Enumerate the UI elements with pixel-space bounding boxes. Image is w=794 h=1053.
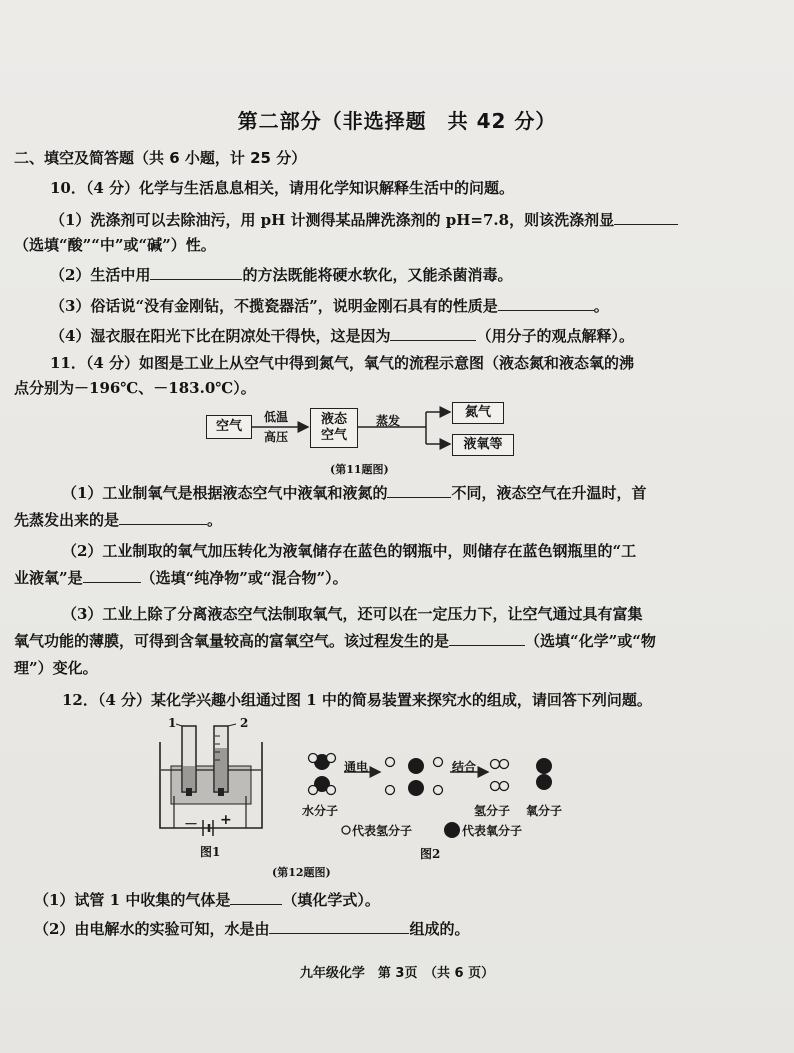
flow-arrow2-label: 蒸发 (376, 414, 401, 428)
flow-box-liquid-line1: 液态 (320, 412, 347, 427)
flow-box-liquid-line2: 空气 (320, 428, 347, 443)
q10-part2-text-end: 的方法既能将硬水软化，又能杀菌消毒。 (242, 266, 513, 284)
q11-stem: 11．（4 分）如图是工业上从空气中得到氮气，氧气的流程示意图（液态氮和液态氧的沸 (50, 354, 635, 372)
q11-part3-text-c: （选填“化学”或“物 (525, 632, 656, 650)
q12-part2-text-end: 组成的。 (409, 920, 470, 938)
q12-part1-text: （1）试管 1 中收集的气体是 (34, 891, 231, 909)
answer-blank[interactable] (230, 890, 282, 905)
part-title: 第二部分（非选择题 共 42 分） (237, 109, 557, 133)
legend-hydrogen: 代表氢分子 (352, 824, 413, 838)
q11-part3-text-b: 氧气功能的薄膜，可得到含氧量较高的富氧空气。该过程发生的是 (14, 632, 450, 650)
legend-oxygen: 代表氧分子 (462, 824, 523, 838)
tube2-label: 2 (240, 716, 249, 730)
q10-part1-cont: （选填“酸”“中”或“碱”）性。 (14, 236, 216, 254)
page-footer: 九年级化学 第 3页 （共 6 页） (299, 966, 495, 981)
q12-part2-text: （2）由电解水的实验可知，水是由 (34, 920, 270, 938)
q10-part1-text: （1）洗涤剂可以去除油污，用 pH 计测得某品牌洗涤剂的 pH=7.8，则该洗涤剂显 (50, 211, 615, 229)
flow-box-nitrogen: 氮气 (452, 402, 504, 424)
tube1-label: 1 (168, 716, 177, 730)
q12-part1-text-end: （填化学式）。 (282, 891, 380, 909)
q10-part3-text: （3）俗话说“没有金刚钻，不揽瓷器活”，说明金刚石具有的性质是 (50, 297, 498, 315)
q10-stem: 10．（4 分）化学与生活息息相关，请用化学知识解释生活中的问题。 (50, 179, 515, 197)
q12-figure-caption: (第12题图) (272, 866, 331, 879)
q10-part3-text-end: 。 (593, 297, 609, 315)
hydrogen-molecule-label: 氢分子 (474, 804, 511, 818)
q11-part3-end: 理”）变化。 (14, 659, 98, 677)
oxygen-molecule-label: 氧分子 (526, 804, 563, 818)
q11-figure-caption: (第11题图) (330, 463, 389, 476)
flow-box-liquid-oxygen: 液氧等 (452, 434, 514, 456)
flow-arrow1-bottom-label: 高压 (264, 430, 289, 444)
q11-part1-text-mid: 不同，液态空气在升温时，首 (451, 484, 647, 502)
q12-part2 (34, 919, 469, 939)
fig2-caption: 图2 (420, 847, 441, 861)
fig2-arrow2-label: 结合 (452, 760, 477, 774)
water-molecule-label: 水分子 (302, 804, 339, 818)
q11-part1-text-d: 。 (207, 511, 223, 529)
fig1-caption: 图1 (200, 845, 221, 859)
flow-arrow1-top-label: 低温 (264, 410, 289, 424)
fig2-arrow1-label: 通电 (344, 760, 369, 774)
q10-part4-text: （4）湿衣服在阳光下比在阴凉处干得快，这是因为 (50, 327, 391, 345)
q11-stem-cont: 点分别为－196℃、－183.0℃）。 (14, 379, 256, 397)
q10-part4-text-end: （用分子的观点解释）。 (476, 327, 634, 345)
flow-box-air: 空气 (206, 415, 252, 439)
q11-part2-text-b: 业液氧”是 (14, 569, 83, 587)
battery-plus: + (220, 812, 232, 828)
q11-part3: （3）工业上除了分离液态空气法制取氧气，还可以在一定压力下，让空气通过具有富集 (62, 605, 643, 623)
answer-blank[interactable] (269, 919, 409, 934)
q11-part2: （2）工业制取的氧气加压转化为液氧储存在蓝色的钢瓶中，则储存在蓝色钢瓶里的“工 (62, 542, 637, 560)
q10-part2-text: （2）生活中用 (50, 266, 151, 284)
battery-minus: － (184, 817, 198, 833)
q12-stem: 12．（4 分）某化学兴趣小组通过图 1 中的简易装置来探究水的组成，请回答下列问题。 (62, 691, 652, 709)
q11-part1-text: （1）工业制氧气是根据液态空气中液氧和液氮的 (62, 484, 388, 502)
q11-part1-text-c: 先蒸发出来的是 (14, 511, 120, 529)
section-heading: 二、填空及简答题（共 6 小题，计 25 分） (14, 149, 307, 167)
q11-part2-text-c: （选填“纯净物”或“混合物”）。 (140, 569, 348, 587)
q12-part1 (34, 890, 380, 910)
